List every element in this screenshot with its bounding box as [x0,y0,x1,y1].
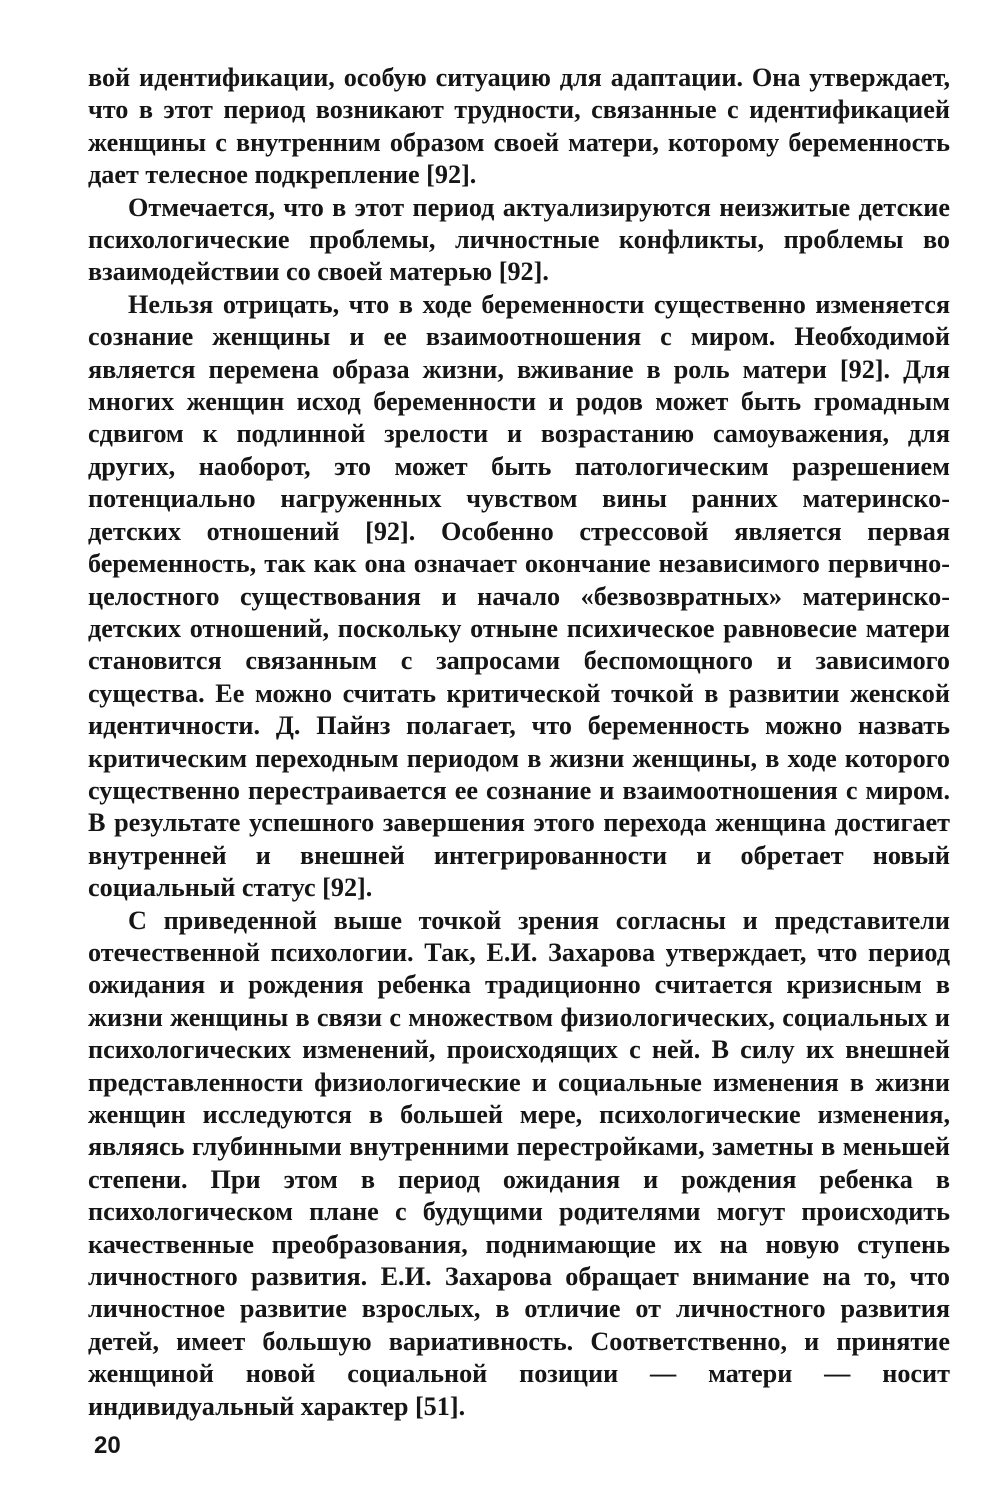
paragraph: С приведенной выше точкой зрения согласны и представители отечественной психологии. Так, Е.И. Захарова утверждает, что период ожидания и рождения ребенка традиционно считается кризисным в жизни женщины в связи с множеством физиологических, социальных и психологических изменений, происходящих с ней. В силу их внешней представленности физиологические и социальные изменения в жизни женщин исследуются в большей мере, психологические изменения, являясь глубинными внутренними перестройками, заметны в меньшей степени. При этом в период ожидания и рождения ребенка в психологическом плане с будущими родителями могут происходить качественные преобразования, поднимающие их на новую ступень личностного развития. Е.И. Захарова обращает внимание на то, что личностное развитие взрослых, в отличие от личностного развития детей, имеет большую вариативность. Соответственно, и принятие женщиной новой социальной позиции — матери — носит индивидуальный характер [51]. [88,905,950,1421]
paragraph: Нельзя отрицать, что в ходе беременности существенно изменяется сознание женщины и ее взаимоотношения с миром. Необходимой является перемена образа жизни, вживание в роль матери [92]. Для многих женщин исход беременности и родов может быть громадным сдвигом к подлинной зрелости и возрастанию самоуважения, для других, наоборот, это может быть патологическим разрешением потенциально нагруженных чувством вины ранних материнско-детских отношений [92]. Особенно стрессовой является первая беременность, так как она означает окончание независимого первично-целостного существования и начало «безвозвратных» материнско-детских отношений, поскольку отныне психическое равновесие матери становится связанным с запросами беспомощного и зависимого существа. Ее можно считать критической точкой в развитии женской идентичности. Д. Пайнз полагает, что беременность можно назвать критическим переходным периодом в жизни женщины, в ходе которого существенно перестраивается ее сознание и взаимоотношения с миром. В результате успешного завершения этого перехода женщина достигает внутренней и внешней интегрированности и обретает новый социальный статус [92]. [88,289,950,903]
paragraph: Отмечается, что в этот период актуализируются неизжитые детские психологические проблемы, личностные конфликты, проблемы во взаимодействии со своей матерью [92]. [88,192,950,287]
body-text [88,62,950,1423]
page-number: 20 [94,1432,121,1459]
paragraph-continuation: вой идентификации, особую ситуацию для адаптации. Она утверждает, что в этот период возникают трудности, связанные с идентификацией женщины с внутренним образом своей матери, которому беременность дает телесное подкрепление [92]. [88,63,950,190]
